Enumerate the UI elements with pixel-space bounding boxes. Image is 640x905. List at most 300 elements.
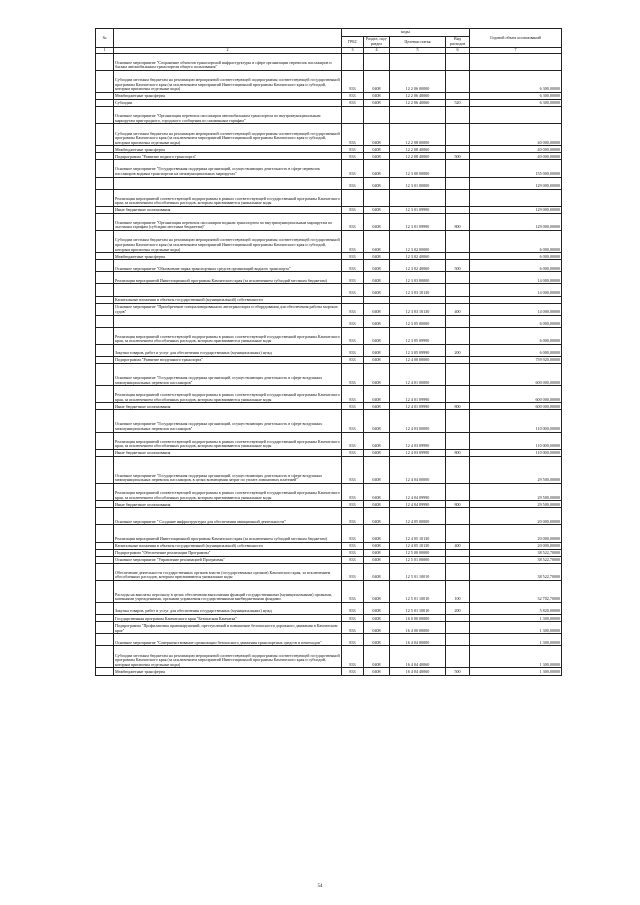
- row-expense-type: 200: [446, 344, 470, 356]
- row-num-cell: [96, 542, 114, 549]
- row-num-cell: [96, 508, 114, 525]
- row-grbs: 833: [342, 432, 364, 449]
- table-row: [96, 432, 562, 449]
- row-target-code: 16 4 04 40060: [390, 646, 446, 668]
- row-description: Реализация мероприятий Инвестиционной программы Камчатского края (за исключением субсидий местным бюджетам): [114, 525, 342, 542]
- row-target-code: 12 5 01 10010: [390, 580, 446, 602]
- row-target-code: [390, 53, 446, 70]
- table-row: [96, 303, 562, 315]
- row-section: 0408: [364, 153, 390, 160]
- row-target-code: 12 3 01 09990: [390, 213, 446, 230]
- col-num-2: 2: [114, 48, 342, 54]
- row-grbs: 833: [342, 253, 364, 260]
- row-section: 0408: [364, 160, 390, 177]
- row-expense-type: [446, 615, 470, 622]
- row-num-cell: [96, 296, 114, 303]
- row-grbs: 833: [342, 403, 364, 410]
- row-grbs: 833: [342, 668, 364, 675]
- table-row: [96, 646, 562, 668]
- row-section: 0408: [364, 525, 390, 542]
- row-amount: 600 000,00000: [470, 403, 562, 410]
- table-row: [96, 253, 562, 260]
- table-row: [96, 508, 562, 525]
- row-target-code: 12 4 04 09990: [390, 484, 446, 501]
- row-grbs: 833: [342, 315, 364, 327]
- row-amount: 155 000,00000: [470, 160, 562, 177]
- row-description: Иные бюджетные ассигнования: [114, 206, 342, 213]
- row-section: 0408: [364, 315, 390, 327]
- row-description: Основное мероприятие "Организация перевозок пассажиров автомобильным транспортом по внутримуниципальным маршрутам пригородного, городского сообщения по сниженным тарифам": [114, 107, 342, 124]
- row-expense-type: [446, 508, 470, 525]
- row-section: 0408: [364, 253, 390, 260]
- row-description: Основное мероприятие "Организация перевозок пассажиров водным транспортом по внутримуниципальным маршрутам по льготным тарифам (субсидии местным бюджетам)": [114, 213, 342, 230]
- row-description: Основное мероприятие "Управление реализацией Программы": [114, 556, 342, 563]
- table-row: [96, 206, 562, 213]
- row-amount: 6 000,00000: [470, 315, 562, 327]
- row-num-cell: [96, 315, 114, 327]
- row-section: 0408: [364, 213, 390, 230]
- row-target-code: 12 3 05 00000: [390, 315, 446, 327]
- row-section: 0408: [364, 484, 390, 501]
- row-grbs: 833: [342, 146, 364, 153]
- row-num-cell: [96, 107, 114, 124]
- row-section: 0408: [364, 508, 390, 525]
- table-row: [96, 542, 562, 549]
- table-row: [96, 107, 562, 124]
- row-target-code: 16 4 04 00000: [390, 634, 446, 646]
- row-target-code: 16 4 04 40060: [390, 668, 446, 675]
- row-amount: 20 000,00000: [470, 508, 562, 525]
- row-description: Основное мероприятие "Совершенствование организации безопасного движения транспортных средств и пешеходов": [114, 634, 342, 646]
- table-row: [96, 403, 562, 410]
- row-section: 0408: [364, 146, 390, 153]
- row-description: Субсидии местным бюджетам на реализацию мероприятий соответствующей подпрограммы соответствующей государственной программы Камчатского края (за исключением мероприятий Инвестиционной программы Камчатского края и субсидий, которым присвоены отдельные коды): [114, 70, 342, 92]
- row-target-code: 12 4 05 10130: [390, 525, 446, 542]
- row-amount: 6 000,00000: [470, 260, 562, 272]
- row-num-cell: [96, 327, 114, 344]
- row-expense-type: [446, 272, 470, 284]
- row-section: 0408: [364, 622, 390, 634]
- row-num-cell: [96, 456, 114, 483]
- row-section: 0408: [364, 386, 390, 403]
- row-num-cell: [96, 668, 114, 675]
- row-num-cell: [96, 410, 114, 432]
- header-num: №: [96, 29, 114, 48]
- row-expense-type: 800: [446, 403, 470, 410]
- row-target-code: 12 3 02 40060: [390, 253, 446, 260]
- row-grbs: 833: [342, 99, 364, 106]
- row-description: [114, 284, 342, 296]
- row-section: [364, 107, 390, 124]
- row-amount: 32 702,70000: [470, 580, 562, 602]
- row-target-code: 12 4 03 09990: [390, 449, 446, 456]
- row-description: [114, 315, 342, 327]
- row-section: 0408: [364, 580, 390, 602]
- row-description: Закупка товаров, работ и услуг для обеспечения государственных (муниципальных) нужд: [114, 602, 342, 614]
- row-amount: 1 300,00000: [470, 615, 562, 622]
- row-expense-type: 800: [446, 449, 470, 456]
- row-num-cell: [96, 124, 114, 146]
- row-description: Основное мероприятие "Государственная поддержка организаций, осуществляющих деятельность в сфере воздушных межмуниципальных перевозок пассажиров, в целях возмещения затрат по уплате лизинговых платежей": [114, 456, 342, 483]
- row-expense-type: 500: [446, 153, 470, 160]
- row-target-code: 12 2 08 40060: [390, 153, 446, 160]
- row-num-cell: [96, 646, 114, 668]
- row-expense-type: [446, 549, 470, 556]
- table-row: [96, 622, 562, 634]
- row-num-cell: [96, 634, 114, 646]
- row-target-code: [390, 189, 446, 206]
- row-amount: 1 300,00000: [470, 634, 562, 646]
- row-section: 0408: [364, 403, 390, 410]
- row-amount: [470, 296, 562, 303]
- row-amount: 6 300,00000: [470, 92, 562, 99]
- row-grbs: 833: [342, 206, 364, 213]
- row-target-code: 12 4 00 00000: [390, 356, 446, 363]
- row-section: 0408: [364, 231, 390, 253]
- row-amount: 129 000,00000: [470, 206, 562, 213]
- row-description: Реализация мероприятий Инвестиционной программы Камчатского края (за исключением субсидий местным бюджетам): [114, 272, 342, 284]
- row-grbs: 833: [342, 356, 364, 363]
- budget-table: [95, 28, 562, 676]
- row-section: 0408: [364, 344, 390, 356]
- row-section: 0408: [364, 177, 390, 189]
- row-amount: 759 920,00000: [470, 356, 562, 363]
- col-num-1: 1: [96, 48, 114, 54]
- row-target-code: 12 2 06 40060: [390, 92, 446, 99]
- row-expense-type: [446, 70, 470, 92]
- table-row: [96, 296, 562, 303]
- row-expense-type: [446, 124, 470, 146]
- row-expense-type: [446, 160, 470, 177]
- table-row: [96, 146, 562, 153]
- row-target-code: 12 4 04 09990: [390, 501, 446, 508]
- budget-table-page: [95, 28, 561, 676]
- row-amount: 6 000,00000: [470, 253, 562, 260]
- row-amount: [470, 189, 562, 206]
- row-expense-type: 400: [446, 303, 470, 315]
- row-description: Реализация мероприятий соответствующей подпрограммы в рамках соответствующей государственной программы Камчатского края, за исключением обособленных расходов, которым присваиваются уникальные коды: [114, 189, 342, 206]
- row-grbs: 833: [342, 549, 364, 556]
- header-exp-type: Вид расходов: [446, 37, 470, 48]
- row-amount: 14 000,00000: [470, 303, 562, 315]
- row-description: Основное мероприятие "Приобретение специализированного автотранспорта и оборудования для обеспечения работы морских судов": [114, 303, 342, 315]
- row-section: 0408: [364, 563, 390, 580]
- row-amount: 38 522,70000: [470, 563, 562, 580]
- row-section: 0408: [364, 549, 390, 556]
- row-expense-type: [446, 231, 470, 253]
- row-grbs: 833: [342, 231, 364, 253]
- header-grbs: ГРБС: [342, 37, 364, 48]
- row-target-code: 12 4 03 00000: [390, 410, 446, 432]
- table-row: [96, 92, 562, 99]
- row-amount: 110 000,00000: [470, 449, 562, 456]
- row-expense-type: 400: [446, 542, 470, 549]
- row-amount: 40 000,00000: [470, 124, 562, 146]
- row-grbs: 833: [342, 344, 364, 356]
- row-section: 0408: [364, 327, 390, 344]
- row-description: Иные бюджетные ассигнования: [114, 449, 342, 456]
- row-grbs: 833: [342, 160, 364, 177]
- row-amount: 40 000,00000: [470, 146, 562, 153]
- row-amount: 6 300,00000: [470, 99, 562, 106]
- table-row: [96, 668, 562, 675]
- table-row: [96, 634, 562, 646]
- row-expense-type: 800: [446, 501, 470, 508]
- col-num-3: 3: [342, 48, 364, 54]
- row-target-code: 12 5 01 00000: [390, 556, 446, 563]
- row-num-cell: [96, 189, 114, 206]
- row-amount: 38 522,70000: [470, 556, 562, 563]
- table-row: [96, 284, 562, 296]
- row-section: 0408: [364, 602, 390, 614]
- row-grbs: [342, 107, 364, 124]
- table-row: [96, 615, 562, 622]
- row-amount: [470, 107, 562, 124]
- row-target-code: [390, 107, 446, 124]
- row-section: 0408: [364, 634, 390, 646]
- row-section: 0408: [364, 410, 390, 432]
- row-expense-type: [446, 432, 470, 449]
- table-row: [96, 563, 562, 580]
- row-amount: 5 820,00000: [470, 602, 562, 614]
- row-num-cell: [96, 92, 114, 99]
- row-target-code: 12 3 05 09990: [390, 327, 446, 344]
- row-description: Подпрограмма "Развитие воздушного транспорта": [114, 356, 342, 363]
- row-expense-type: [446, 634, 470, 646]
- row-num-cell: [96, 160, 114, 177]
- row-num-cell: [96, 403, 114, 410]
- row-section: 0408: [364, 260, 390, 272]
- row-expense-type: [446, 563, 470, 580]
- row-amount: 29 500,00000: [470, 484, 562, 501]
- row-section: 0408: [364, 542, 390, 549]
- row-num-cell: [96, 622, 114, 634]
- row-grbs: 833: [342, 501, 364, 508]
- row-target-code: 12 5 01 10010: [390, 602, 446, 614]
- row-description: Иные бюджетные ассигнования: [114, 501, 342, 508]
- table-row: [96, 356, 562, 363]
- row-section: 0408: [364, 646, 390, 668]
- row-description: Субсидии местным бюджетам на реализацию мероприятий соответствующей подпрограммы соответствующей государственной программы Камчатского края (за исключением мероприятий Инвестиционной программы Камчатского края и субсидий, которым присвоены отдельные коды): [114, 124, 342, 146]
- row-section: 0408: [364, 303, 390, 315]
- row-description: Расходы на выплаты персоналу в целях обеспечения выполнения функций государственными (муниципальными) органами, казенными учреждениями, органами управления государственными внебюджетными фондами: [114, 580, 342, 602]
- row-grbs: 833: [342, 260, 364, 272]
- row-num-cell: [96, 206, 114, 213]
- row-description: Капитальные вложения в объекты государственной (муниципальной) собственности: [114, 542, 342, 549]
- header-section: Раздел, под-раздел: [364, 37, 390, 48]
- row-expense-type: [446, 622, 470, 634]
- row-section: 0408: [364, 449, 390, 456]
- row-target-code: 12 4 03 09990: [390, 432, 446, 449]
- row-num-cell: [96, 580, 114, 602]
- row-grbs: 833: [342, 563, 364, 580]
- row-grbs: [342, 53, 364, 70]
- row-expense-type: [446, 410, 470, 432]
- row-expense-type: 500: [446, 668, 470, 675]
- row-grbs: 833: [342, 542, 364, 549]
- row-target-code: [390, 296, 446, 303]
- row-expense-type: [446, 556, 470, 563]
- row-amount: 6 000,00000: [470, 344, 562, 356]
- row-target-code: 12 2 06 00000: [390, 70, 446, 92]
- row-expense-type: [446, 315, 470, 327]
- row-target-code: 12 3 00 00000: [390, 160, 446, 177]
- table-row: [96, 580, 562, 602]
- row-grbs: 833: [342, 484, 364, 501]
- row-amount: 14 000,00000: [470, 272, 562, 284]
- row-grbs: 833: [342, 303, 364, 315]
- row-num-cell: [96, 70, 114, 92]
- table-row: [96, 501, 562, 508]
- row-num-cell: [96, 213, 114, 230]
- row-expense-type: [446, 525, 470, 542]
- table-row: [96, 231, 562, 253]
- row-description: Подпрограмма "Обеспечение реализации Программы": [114, 549, 342, 556]
- row-section: 0408: [364, 432, 390, 449]
- row-expense-type: [446, 146, 470, 153]
- row-expense-type: 500: [446, 260, 470, 272]
- row-section: 0408: [364, 364, 390, 386]
- row-num-cell: [96, 146, 114, 153]
- row-description: Основное мероприятие "Государственная поддержка организаций, осуществляющих деятельность в сфере перевозок пассажиров водным транспортом на межмуниципальных маршрутах": [114, 160, 342, 177]
- row-section: 0408: [364, 556, 390, 563]
- table-row: [96, 556, 562, 563]
- row-expense-type: [446, 92, 470, 99]
- row-target-code: 12 2 06 40060: [390, 99, 446, 106]
- table-row: [96, 449, 562, 456]
- row-expense-type: 200: [446, 602, 470, 614]
- row-expense-type: 520: [446, 99, 470, 106]
- row-grbs: 833: [342, 525, 364, 542]
- row-grbs: 833: [342, 177, 364, 189]
- row-section: 0408: [364, 501, 390, 508]
- row-num-cell: [96, 525, 114, 542]
- header-target: Целевая статья: [390, 37, 446, 48]
- table-row: [96, 260, 562, 272]
- row-section: [364, 189, 390, 206]
- row-expense-type: 800: [446, 213, 470, 230]
- row-num-cell: [96, 484, 114, 501]
- row-grbs: 833: [342, 456, 364, 483]
- table-row: [96, 272, 562, 284]
- row-description: Субсидии местным бюджетам на реализацию мероприятий соответствующей подпрограммы соответствующей государственной программы Камчатского края (за исключением мероприятий Инвестиционной программы Камчатского края и субсидий, которым присвоены отдельные коды): [114, 231, 342, 253]
- row-grbs: 833: [342, 92, 364, 99]
- row-description: Основное мероприятие "Государственная поддержка организаций, осуществляющих деятельность в сфере воздушных межмуниципальных перевозок пассажиров": [114, 364, 342, 386]
- row-amount: 129 000,00000: [470, 213, 562, 230]
- row-grbs: [342, 189, 364, 206]
- table-row: [96, 344, 562, 356]
- table-row: [96, 177, 562, 189]
- row-num-cell: [96, 432, 114, 449]
- row-target-code: 12 3 02 00000: [390, 231, 446, 253]
- row-amount: 14 000,00000: [470, 284, 562, 296]
- row-amount: 600 000,00000: [470, 364, 562, 386]
- header-codes: коды: [342, 29, 470, 37]
- row-grbs: [342, 296, 364, 303]
- table-row: [96, 160, 562, 177]
- row-amount: 6 000,00000: [470, 231, 562, 253]
- col-num-7: 7: [470, 48, 562, 54]
- row-amount: 1 300,00000: [470, 622, 562, 634]
- row-num-cell: [96, 386, 114, 403]
- row-num-cell: [96, 615, 114, 622]
- row-amount: 110 000,00000: [470, 432, 562, 449]
- row-expense-type: [446, 356, 470, 363]
- row-expense-type: [446, 364, 470, 386]
- row-section: 0408: [364, 356, 390, 363]
- row-target-code: 12 5 01 10010: [390, 563, 446, 580]
- row-target-code: 12 3 03 10130: [390, 284, 446, 296]
- row-description: Реализация мероприятий соответствующей подпрограммы в рамках соответствующей государственной программы Камчатского края, за исключением обособленных расходов, которым присваиваются уникальные коды: [114, 484, 342, 501]
- row-target-code: 12 4 05 10130: [390, 542, 446, 549]
- row-expense-type: [446, 53, 470, 70]
- row-amount: 110 000,00000: [470, 410, 562, 432]
- row-expense-type: [446, 253, 470, 260]
- row-section: 0408: [364, 272, 390, 284]
- row-target-code: 12 4 04 00000: [390, 456, 446, 483]
- row-amount: 6 300,00000: [470, 70, 562, 92]
- row-description: Субсидии местным бюджетам на реализацию мероприятий соответствующей подпрограммы соответствующей государственной программы Камчатского края (за исключением мероприятий Инвестиционной программы Камчатского края и субсидий, которым присвоены отдельные коды): [114, 646, 342, 668]
- table-row: [96, 484, 562, 501]
- row-num-cell: [96, 53, 114, 70]
- row-amount: 20 000,00000: [470, 525, 562, 542]
- row-grbs: 833: [342, 386, 364, 403]
- header-description: [114, 29, 342, 48]
- row-grbs: 833: [342, 646, 364, 668]
- row-description: Реализация мероприятий соответствующей подпрограммы в рамках соответствующей государственной программы Камчатского края, за исключением обособленных расходов, которым присваиваются уникальные коды: [114, 432, 342, 449]
- row-description: Капитальные вложения в объекты государственной (муниципальной) собственности: [114, 296, 342, 303]
- row-grbs: 833: [342, 124, 364, 146]
- row-description: Иные бюджетные ассигнования: [114, 403, 342, 410]
- row-section: 0408: [364, 92, 390, 99]
- row-description: Реализация мероприятий соответствующей подпрограммы в рамках соответствующей государственной программы Камчатского края, за исключением обособленных расходов, которым присваиваются уникальные коды: [114, 327, 342, 344]
- row-amount: 1 300,00000: [470, 646, 562, 668]
- table-row: [96, 213, 562, 230]
- row-grbs: 833: [342, 70, 364, 92]
- col-num-4: 4: [364, 48, 390, 54]
- row-section: 0408: [364, 99, 390, 106]
- row-grbs: 833: [342, 615, 364, 622]
- row-grbs: 833: [342, 556, 364, 563]
- row-num-cell: [96, 344, 114, 356]
- header-amount: Годовой объем ассигнований: [470, 29, 562, 48]
- row-num-cell: [96, 272, 114, 284]
- row-expense-type: [446, 284, 470, 296]
- row-grbs: 833: [342, 284, 364, 296]
- row-num-cell: [96, 356, 114, 363]
- row-description: Подпрограмма "Развитие водного транспорта": [114, 153, 342, 160]
- table-row: [96, 602, 562, 614]
- table-row: [96, 99, 562, 106]
- table-row: [96, 456, 562, 483]
- row-expense-type: [446, 386, 470, 403]
- row-grbs: 833: [342, 327, 364, 344]
- budget-table-body: [96, 53, 562, 675]
- row-expense-type: [446, 484, 470, 501]
- row-grbs: 833: [342, 622, 364, 634]
- row-section: 0408: [364, 456, 390, 483]
- row-num-cell: [96, 549, 114, 556]
- row-expense-type: [446, 177, 470, 189]
- row-expense-type: [446, 107, 470, 124]
- row-description: Субсидии: [114, 99, 342, 106]
- row-section: 0408: [364, 70, 390, 92]
- row-grbs: 833: [342, 602, 364, 614]
- row-target-code: 12 4 01 09990: [390, 403, 446, 410]
- row-expense-type: [446, 646, 470, 668]
- table-row: [96, 315, 562, 327]
- row-description: Основное мероприятие "Государственная поддержка организаций, осуществляющих деятельность в сфере воздушных межмуниципальных перевозок пассажиров": [114, 410, 342, 432]
